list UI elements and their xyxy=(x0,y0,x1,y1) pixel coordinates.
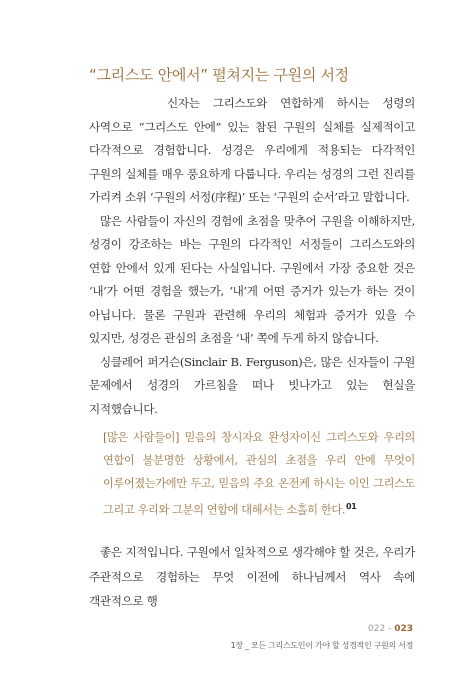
running-footer: 1장 _ 모든 그리스도인이 가야 할 성경적인 구원의 서정 xyxy=(230,641,413,650)
current-page-number: 023 xyxy=(394,624,413,634)
body-text xyxy=(89,92,415,421)
previous-page-number: 022 xyxy=(368,624,386,634)
block-quote xyxy=(103,426,415,522)
page-number-separator: - xyxy=(385,624,395,634)
page-numbers xyxy=(368,624,413,634)
footnote-marker[interactable]: 01 xyxy=(346,502,357,511)
paragraph: 많은 사람들이 자신의 경험에 초점을 맞추어 구원을 이해하지만, 성경이 강조하는 바는 구원의 다각적인 서정들이 그리스도와의 연합 안에서 있게 된다는 사실입니다. 구원에서 가장 중요한 것은 ‘내’가 어떤 경험을 했는가, ‘내’게 어떤 증거가 있는가 하는 것이 아닙니다. 물론 구원과 관련해 우리의 체험과 증거가 있을 수 있지만, 성경은 관심의 초점을 ‘내’ 쪽에 두게 하지 않습니다. xyxy=(89,213,415,345)
paragraph: 신자는 그리스도와 연합하게 하시는 성령의 사역으로 “그리스도 안에” 있는 참된 구원의 실체를 실제적이고 다각적으로 경험합니다. 성경은 우리에게 적용되는 다각적인 구원의 실체를 매우 풍요하게 다룹니다. 우리는 성경의 그런 진리를 가리켜 소위 ‘구원의 서정(序程)’ 또는 ‘구원의 순서’라고 말합니다. xyxy=(89,96,415,204)
paragraph: 좋은 지적입니다. 구원에서 일차적으로 생각해야 할 것은, 우리가 주관적으로 경험하는 무엇 이전에 하나님께서 역사 속에 객관적으로 행 xyxy=(89,545,415,608)
section-heading: “그리스도 안에서” 펼쳐지는 구원의 서정 xyxy=(89,66,349,84)
paragraph: 싱클레어 퍼거슨(Sinclair B. Ferguson)은, 많은 신자들이 구원 문제에서 성경의 가르침을 떠나 빗나가고 있는 현실을 지적했습니다. xyxy=(89,354,415,416)
quote-text: [많은 사람들이] 믿음의 창시자요 완성자이신 그리스도와 우리의 연합이 불분명한 상황에서, 관심의 초점을 우리 안에 무엇이 이루어졌는가에만 두고, 믿음의 주요 온전케 하시는 이인 그리스도 그리고 우리와 그분의 연합에 대해서는 소홀히 한다. xyxy=(103,431,415,517)
